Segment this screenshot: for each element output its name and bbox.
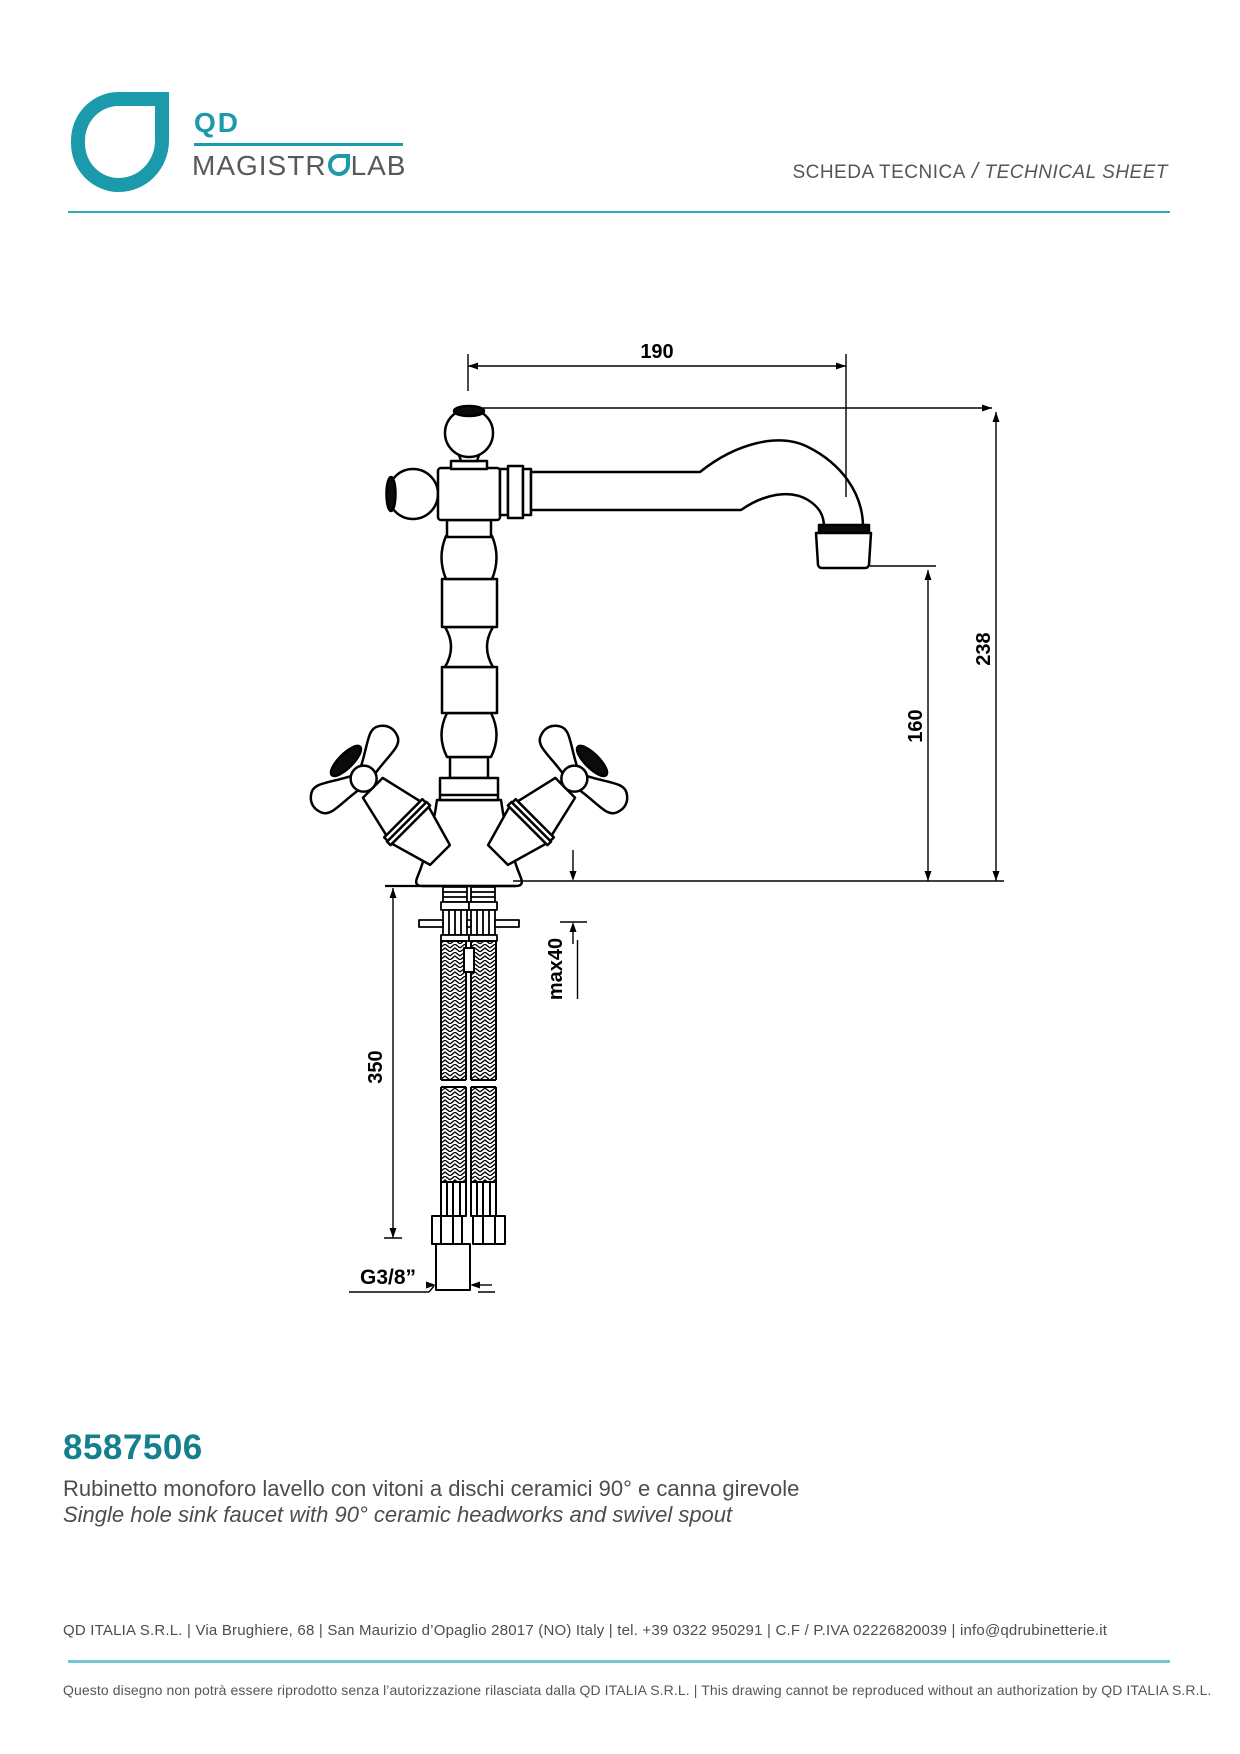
sheet-title-separator: / [971, 158, 979, 183]
clamp-stud-left [419, 920, 443, 927]
dim-connection [349, 1266, 495, 1292]
brand-qd: QD [194, 107, 240, 138]
footer-divider [68, 1660, 1170, 1663]
mounting-shanks [419, 887, 519, 941]
dim-label-238: 238 [973, 632, 995, 666]
hose-clip [464, 948, 474, 972]
hose-nut-left [432, 1216, 462, 1244]
dim-label-350: 350 [365, 1050, 387, 1084]
copyright-disclaimer: Questo disegno non potrà essere riprodotto senza l’autorizzazione rilasciata dalla QD ITALIA S.R.L. | This drawing cannot be reproduced without an authorization by QD ITALIA S.R.L. [63, 1682, 1212, 1698]
dim-hose-length [365, 888, 402, 1238]
dim-max-deck [545, 850, 587, 1000]
faucet-head [387, 406, 532, 520]
g38-tail-tube [436, 1244, 470, 1290]
product-description-it: Rubinetto monoforo lavello con vitoni a dischi ceramici 90° e canna girevole [63, 1476, 800, 1501]
dim-outlet-height [870, 566, 936, 881]
sheet-title-it: SCHEDA TECNICA [792, 162, 966, 183]
brand-word-pre: MAGISTR [192, 150, 327, 181]
clamp-stud-right [495, 920, 519, 927]
sheet-title-en: TECHNICAL SHEET [984, 162, 1168, 183]
company-info-line: QD ITALIA S.R.L. | Via Brughiere, 68 | San Maurizio d’Opaglio 28017 (NO) Italy | tel. +39 0322 950291 | C.F / P.IVA 02226820039 | info@qdrubinetterie.it [63, 1622, 1108, 1639]
faucet-column [440, 520, 498, 800]
dim-label-190: 190 [640, 341, 674, 363]
product-code: 8587506 [63, 1428, 203, 1467]
dim-label-g38: G3/8” [359, 1266, 417, 1289]
faucet-body [299, 406, 871, 1290]
spout-nozzle [816, 533, 871, 568]
dim-label-160: 160 [905, 709, 927, 743]
spout [531, 440, 863, 527]
hose-nut-right [473, 1216, 505, 1244]
product-description-en: Single hole sink faucet with 90° ceramic headworks and swivel spout [63, 1502, 733, 1527]
dim-label-max40: max40 [545, 937, 567, 1001]
finial-cap [454, 406, 484, 416]
left-ball-cap [387, 477, 396, 511]
supply-hoses [432, 941, 505, 1290]
brand-word-post: LAB [350, 150, 407, 181]
